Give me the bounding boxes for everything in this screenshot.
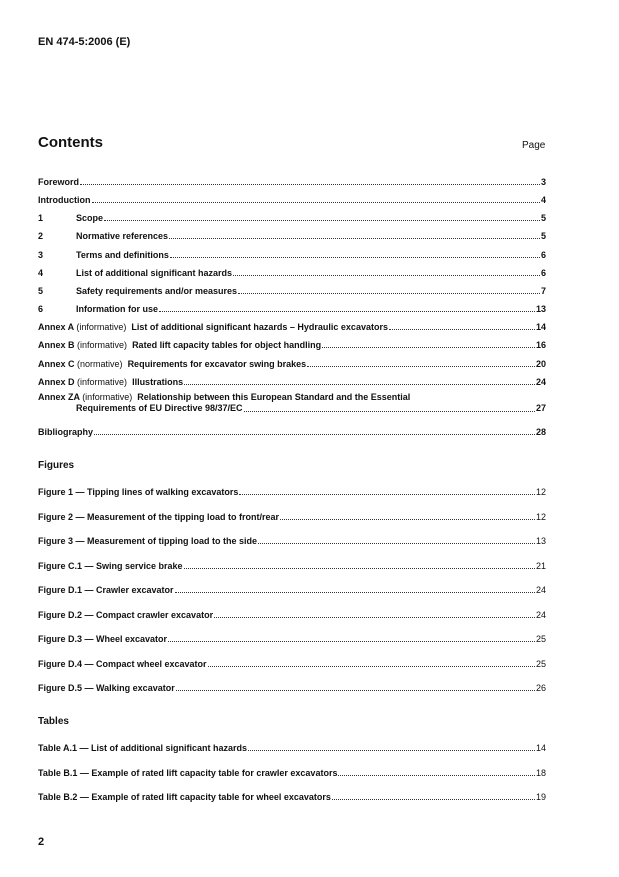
toc-entry-safety-requirements[interactable]: 5 Safety requirements and/or measures 7 [38,286,546,296]
toc-entry-annex-b[interactable]: Annex B (informative) Rated lift capacity tables for object handling 16 [38,340,546,350]
toc-entry-normative-references[interactable]: 2 Normative references 5 [38,231,546,241]
toc-figure-d3[interactable]: Figure D.3 — Wheel excavator 25 [38,634,546,644]
toc-entry-foreword[interactable]: Foreword 3 [38,177,546,187]
toc-figure-c1[interactable]: Figure C.1 — Swing service brake 21 [38,561,546,571]
toc-figure-d4[interactable]: Figure D.4 — Compact wheel excavator 25 [38,659,546,669]
toc-entry-hazards[interactable]: 4 List of additional significant hazards 6 [38,268,546,278]
toc-entry-annex-d[interactable]: Annex D (informative) Illustrations 24 [38,377,546,387]
toc-figure-2[interactable]: Figure 2 — Measurement of the tipping load to front/rear 12 [38,512,546,522]
toc-entry-bibliography[interactable]: Bibliography 28 [38,427,546,437]
toc-entry-information-for-use[interactable]: 6 Information for use 13 [38,304,546,314]
toc-figure-d2[interactable]: Figure D.2 — Compact crawler excavator 24 [38,610,546,620]
toc-figure-1[interactable]: Figure 1 — Tipping lines of walking excavators 12 [38,487,546,497]
toc-table-b1[interactable]: Table B.1 — Example of rated lift capacity table for crawler excavators 18 [38,768,546,778]
toc-figure-d5[interactable]: Figure D.5 — Walking excavator 26 [38,683,546,693]
toc-entry-annex-a[interactable]: Annex A (informative) List of additional significant hazards – Hydraulic excavators 14 [38,322,546,332]
toc-entry-scope[interactable]: 1 Scope 5 [38,213,546,223]
toc-entry-terms-definitions[interactable]: 3 Terms and definitions 6 [38,250,546,260]
toc-entry-annex-za[interactable]: Annex ZA (informative) Relationship between this European Standard and the Essential Requirements of EU Directive 98/37/EC 27 [38,392,546,413]
page-column-label: Page [522,140,546,151]
page-number: 2 [38,836,45,848]
toc-entry-introduction[interactable]: Introduction 4 [38,195,546,205]
toc-table-b2[interactable]: Table B.2 — Example of rated lift capacity table for wheel excavators 19 [38,792,546,802]
tables-heading: Tables [38,716,69,727]
figures-heading: Figures [38,460,75,471]
contents-title: Contents [38,134,103,151]
document-header: EN 474-5:2006 (E) [38,36,131,48]
toc-table-a1[interactable]: Table A.1 — List of additional significant hazards 14 [38,743,546,753]
toc-figure-3[interactable]: Figure 3 — Measurement of tipping load to the side 13 [38,536,546,546]
toc-figure-d1[interactable]: Figure D.1 — Crawler excavator 24 [38,585,546,595]
toc-entry-annex-c[interactable]: Annex C (normative) Requirements for excavator swing brakes 20 [38,359,546,369]
